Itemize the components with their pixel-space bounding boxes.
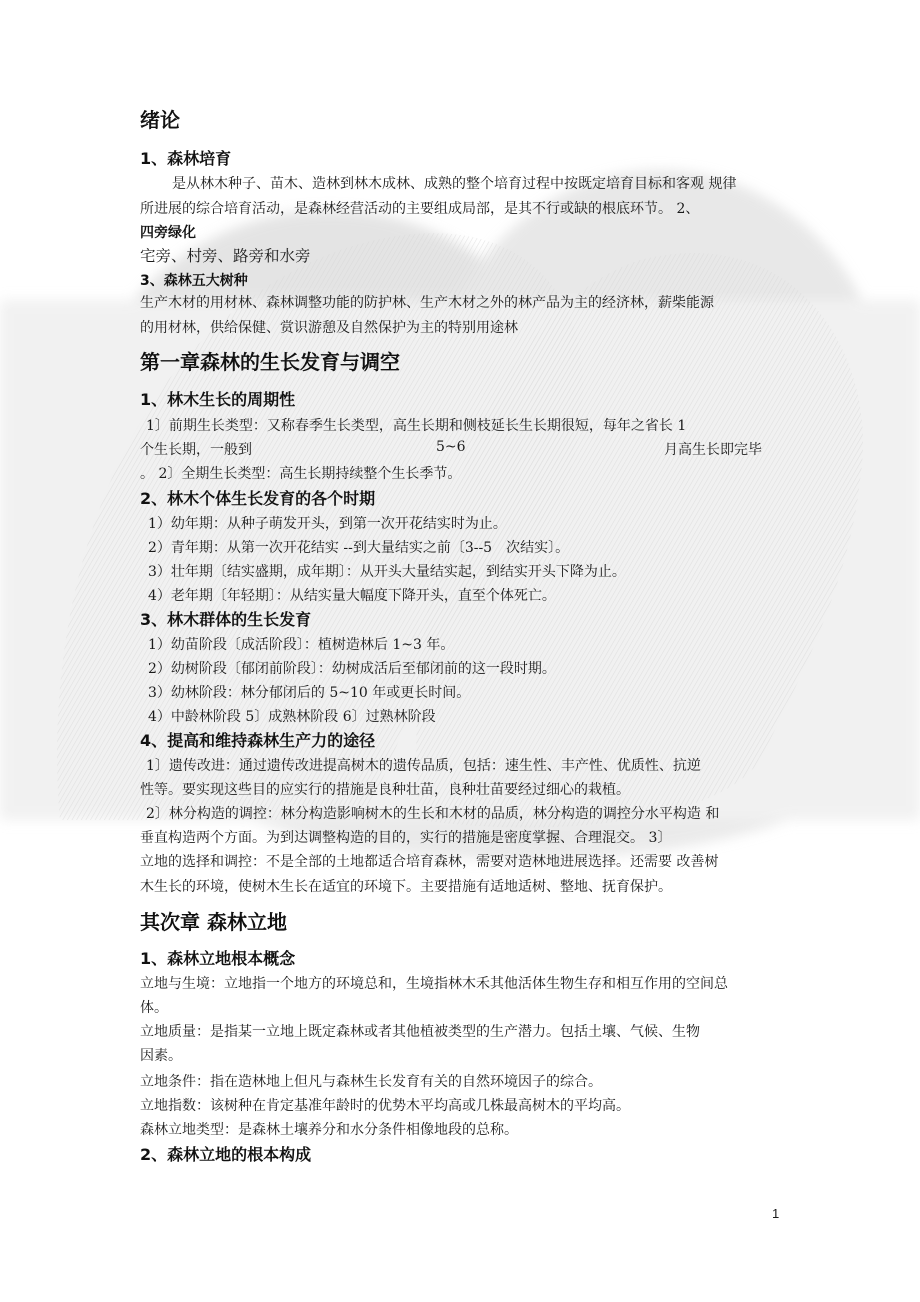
paragraph-line: 立地条件：指在造林地上但凡与森林生长发育有关的自然环境因子的综合。 — [140, 1074, 602, 1090]
list-item: 2）青年期：从第一次开花结实 --到大量结实之前〔3--5 次结实〕。 — [148, 540, 570, 556]
paragraph-line: 木生长的环境，使树木生长在适宜的环境下。主要措施有适地适树、整地、抚育保护。 — [140, 879, 672, 895]
paragraph-line: 森林立地类型：是森林土壤养分和水分条件相像地段的总称。 — [140, 1122, 518, 1138]
paragraph-line: 所进展的综合培育活动，是森林经营活动的主要组成局部，是其不行或缺的根底环节。 2、 — [140, 201, 700, 217]
paragraph-line: 性等。要实现这些目的应实行的措施是良种壮苗，良种壮苗要经过细心的栽植。 — [140, 782, 630, 798]
section-heading: 1、森林立地根本概念 — [140, 949, 296, 968]
paragraph-line: 生产木材的用材林、森林调整功能的防护林、生产木材之外的林产品为主的经济林，薪柴能源 — [140, 295, 714, 311]
page-number: 1 — [772, 1206, 780, 1221]
list-item: 1）幼苗阶段〔成活阶段〕：植树造林后 1~3 年。 — [148, 637, 455, 653]
section-heading: 四旁绿化 — [140, 225, 196, 241]
paragraph-line: 立地指数：该树种在肯定基准年龄时的优势木平均高或几株最高树木的平均高。 — [140, 1098, 630, 1114]
paragraph-line: 月高生长即完毕 — [664, 442, 762, 458]
paragraph-line: 宅旁、村旁、路旁和水旁 — [140, 247, 311, 265]
paragraph-line: 。 2〕全期生长类型：高生长期持续整个生长季节。 — [140, 466, 462, 482]
paragraph-line: 立地的选择和调控：不是全部的土地都适合培育森林，需要对造林地进展选择。还需要 改善树 — [140, 854, 719, 870]
section-heading: 1、森林培育 — [140, 149, 232, 168]
list-item: 3）壮年期〔结实盛期，成年期〕：从开头大量结实起，到结实开头下降为止。 — [148, 564, 626, 580]
paragraph-line: 立地与生境：立地指一个地方的环境总和，生境指林木禾其他活体生物生存和相互作用的空间总 — [140, 976, 728, 992]
section-heading: 2、森林立地的根本构成 — [140, 1145, 312, 1164]
intro-title: 绪论 — [140, 108, 180, 132]
paragraph-line: 垂直构造两个方面。为到达调整构造的目的，实行的措施是密度掌握、合理混交。 3〕 — [140, 830, 672, 846]
section-heading: 2、林木个体生长发育的各个时期 — [140, 489, 376, 508]
section-heading: 4、提高和维持森林生产力的途径 — [140, 731, 376, 750]
paragraph-line: 的用材林，供给保健、赏识游憩及自然保护为主的特别用途林 — [140, 320, 518, 336]
section-heading: 3、森林五大树种 — [140, 273, 248, 289]
list-item: 3）幼林阶段：林分郁闭后的 5~10 年或更长时间。 — [148, 685, 471, 701]
paragraph-line: 立地质量：是指某一立地上既定森林或者其他植被类型的生产潜力。包括土壤、气候、生物 — [140, 1024, 700, 1040]
paragraph-line: 个生长期，一般到 — [140, 442, 252, 458]
list-item: 4）老年期〔年轻期〕：从结实量大幅度下降开头，直至个体死亡。 — [148, 588, 556, 604]
list-item: 2）幼树阶段〔郁闭前阶段〕：幼树成活后至郁闭前的这一段时期。 — [148, 661, 556, 677]
paragraph-line: 5~6 — [436, 439, 466, 455]
chapter-title: 第一章森林的生长发育与调空 — [140, 350, 400, 374]
paragraph-line: 因素。 — [140, 1048, 182, 1064]
list-item: 1）幼年期：从种子萌发开头，到第一次开花结实时为止。 — [148, 516, 507, 532]
list-item: 4）中龄林阶段 5〕成熟林阶段 6〕过熟林阶段 — [148, 709, 436, 725]
paragraph-line: 1〕遗传改进：通过遗传改进提高树木的遗传品质，包括：速生性、丰产性、优质性、抗逆 — [146, 758, 701, 774]
paragraph-line: 是从林木种子、苗木、造林到林木成林、成熟的整个培育过程中按既定培育目标和客观 规律 — [172, 176, 737, 192]
paragraph-line: 体。 — [140, 1000, 168, 1016]
paragraph-line: 2〕林分构造的调控：林分构造影响树木的生长和木材的品质，林分构造的调控分水平构造 和 — [146, 806, 720, 822]
chapter-title: 其次章 森林立地 — [140, 910, 287, 934]
section-heading: 1、林木生长的周期性 — [140, 390, 296, 409]
section-heading: 3、林木群体的生长发育 — [140, 610, 312, 629]
paragraph-line: 1〕前期生长类型：又称春季生长类型，高生长期和侧枝延长生长期很短，每年之省长 1 — [146, 418, 687, 434]
